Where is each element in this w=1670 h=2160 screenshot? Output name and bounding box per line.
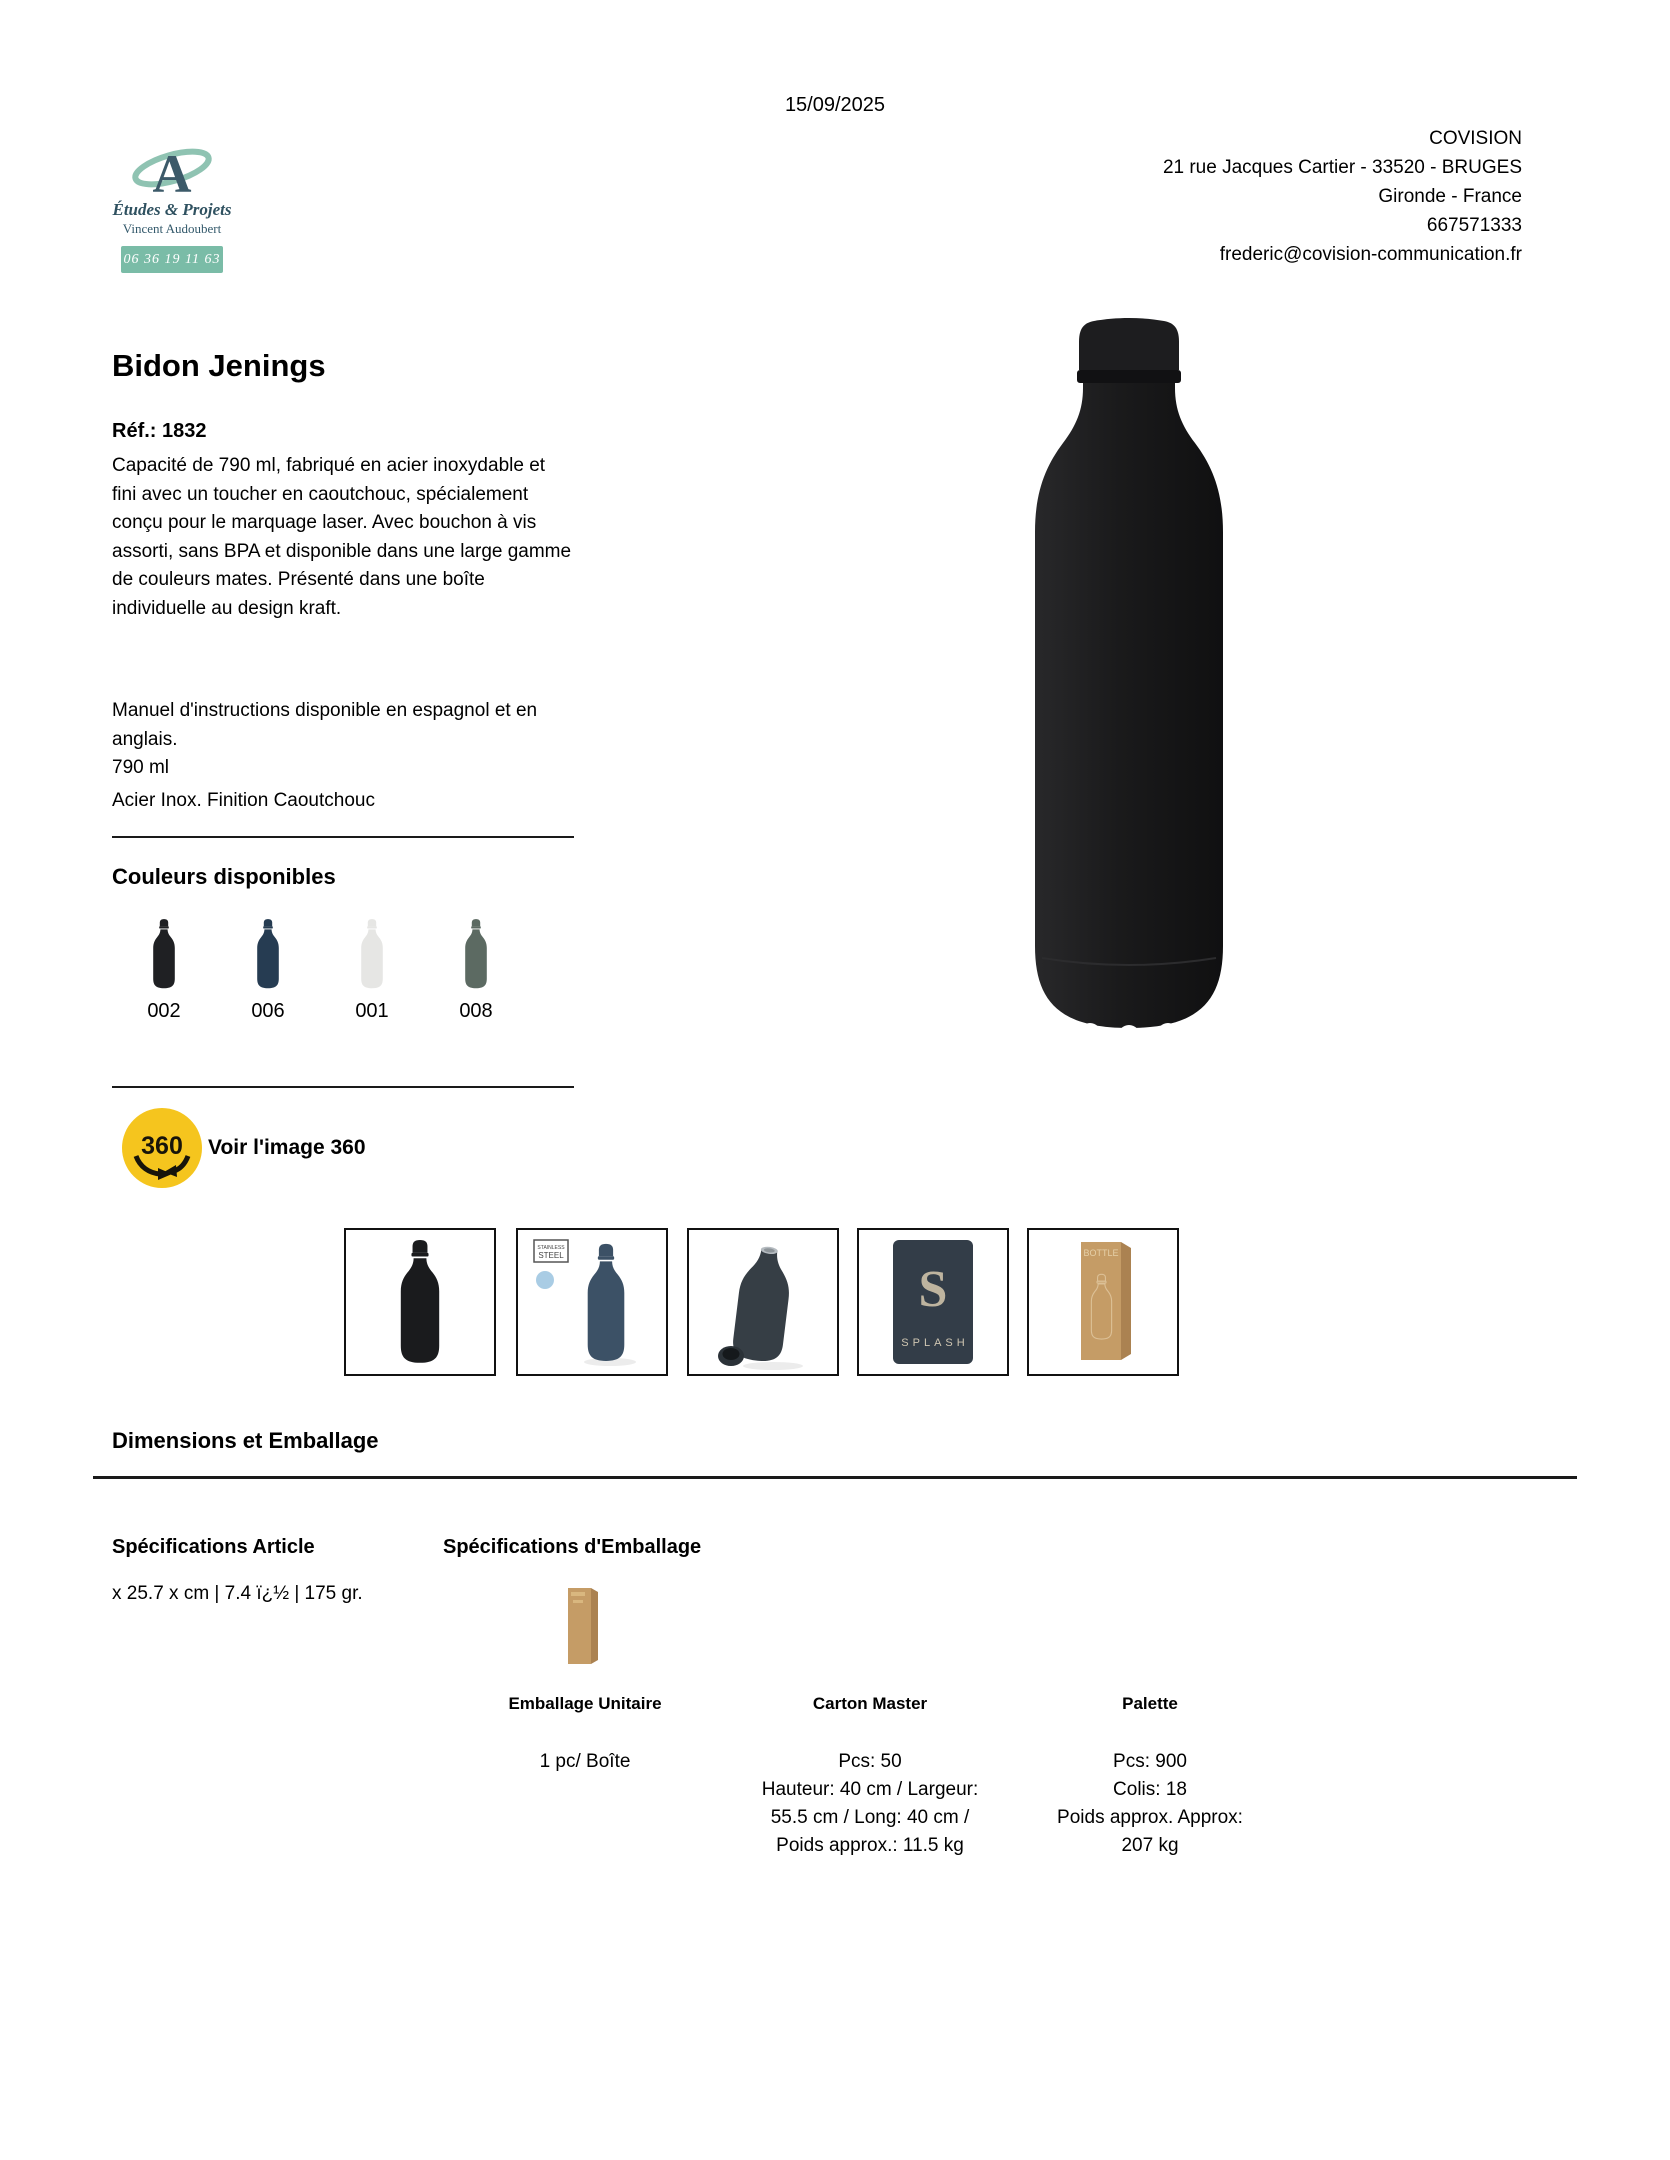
color-swatch: [112, 918, 216, 1023]
view-360-badge-text: 360: [141, 1132, 183, 1160]
thumbnail-bottle-cap-off[interactable]: [687, 1228, 839, 1376]
swatch-code: 008: [459, 1000, 493, 1022]
table-cell: Pcs: 50: [838, 1751, 902, 1772]
stainless-badge-line1: STAINLESS: [537, 1245, 565, 1251]
logo-phone: 06 36 19 11 63: [123, 251, 221, 267]
table-cell: Poids approx. Approx:: [1057, 1807, 1243, 1828]
logo-phone-badge: [121, 246, 223, 273]
company-address: 21 rue Jacques Cartier - 33520 - BRUGES: [1162, 157, 1522, 178]
stainless-badge-line2: STEEL: [538, 1251, 564, 1260]
table-col-palette: [1010, 1748, 1290, 1860]
divider: [112, 836, 574, 838]
table-col-unit: [465, 1748, 705, 1776]
section-divider: [93, 1476, 1577, 1479]
color-swatches: [112, 918, 528, 1023]
product-volume: 790 ml: [112, 757, 170, 778]
swatch-code: 002: [147, 1000, 181, 1022]
splash-logo-text: SPLASH: [901, 1337, 969, 1349]
table-header-carton: Carton Master: [812, 1694, 928, 1713]
color-swatch: [216, 918, 320, 1023]
view-360-icon[interactable]: [122, 1108, 202, 1188]
table-cell: Pcs: 900: [1113, 1751, 1187, 1772]
dimensions-heading: Dimensions et Emballage: [112, 1428, 379, 1453]
table-cell: Poids approx.: 11.5 kg: [776, 1835, 964, 1856]
swatch-bottle-icon: [461, 918, 491, 990]
company-name: COVISION: [1429, 128, 1522, 149]
swatch-code: 006: [251, 1000, 285, 1022]
company-info: [922, 124, 1522, 269]
vendor-logo: [112, 142, 232, 273]
table-cell: 1 pc/ Boîte: [539, 1751, 631, 1772]
swatch-bottle-icon: [357, 918, 387, 990]
thumbnail-blue-bottle[interactable]: [516, 1228, 668, 1376]
company-email[interactable]: frederic@covision-communication.fr: [1219, 244, 1522, 265]
product-photo: [1032, 316, 1226, 1038]
table-cell: 207 kg: [1121, 1835, 1179, 1856]
logo-monogram-icon: [126, 142, 218, 200]
product-material: Acier Inox. Finition Caoutchouc: [112, 790, 375, 811]
table-header-palette: Palette: [1122, 1694, 1178, 1713]
color-swatch: [320, 918, 424, 1023]
logo-line2: Vincent Audoubert: [122, 221, 222, 236]
article-specs-text: x 25.7 x cm | 7.4 ï¿½ | 175 gr.: [112, 1583, 363, 1604]
company-phone: 667571333: [1426, 215, 1522, 236]
thumbnail-black-bottle[interactable]: [344, 1228, 496, 1376]
product-description: Capacité de 790 ml, fabriqué en acier inoxydable et fini avec un toucher en caoutchouc, spécialement conçu pour le marquage laser. Avec bouchon à vis assorti, sans BPA et disponible dans une large gamme de couleurs mates. Présenté dans une boîte individuelle au design kraft.: [112, 455, 572, 619]
kraft-box-icon: [1029, 1230, 1177, 1374]
swatch-code: 001: [355, 1000, 389, 1022]
product-note: Manuel d'instructions disponible en espagnol et en anglais.: [112, 700, 538, 750]
black-bottle-icon: [346, 1230, 494, 1374]
swatch-bottle-icon: [253, 918, 283, 990]
colors-heading: Couleurs disponibles: [112, 864, 336, 889]
table-cell: Hauteur: 40 cm / Largeur:: [761, 1779, 979, 1800]
divider: [112, 1086, 574, 1088]
thumbnail-kraft-box[interactable]: [1027, 1228, 1179, 1376]
color-swatch: [424, 918, 528, 1023]
table-cell: 55.5 cm / Long: 40 cm /: [770, 1807, 970, 1828]
kraft-box-text: BOTTLE: [1083, 1248, 1119, 1258]
swatch-bottle-icon: [149, 918, 179, 990]
article-specs-heading: Spécifications Article: [112, 1536, 315, 1558]
product-reference: Réf.: 1832: [112, 420, 207, 442]
logo-line1: Études & Projets: [112, 200, 232, 219]
bottle-cap-off-icon: [689, 1230, 837, 1374]
view-360-link[interactable]: Voir l'image 360: [208, 1136, 366, 1159]
product-title: Bidon Jenings: [112, 348, 326, 383]
table-cell: Colis: 18: [1113, 1779, 1187, 1800]
logo-monogram: A: [152, 144, 192, 200]
table-header-unit: Emballage Unitaire: [508, 1694, 662, 1713]
splash-logo-icon: [859, 1230, 1007, 1374]
packaging-specs-heading: Spécifications d'Emballage: [443, 1536, 702, 1558]
unit-box-icon: [566, 1586, 600, 1664]
blue-bottle-icon: [518, 1230, 666, 1374]
company-region: Gironde - France: [1378, 186, 1522, 207]
splash-monogram: S: [918, 1261, 948, 1318]
thumbnail-engraving-detail[interactable]: [857, 1228, 1009, 1376]
table-col-carton: [730, 1748, 1010, 1860]
document-date: 15/09/2025: [784, 94, 886, 116]
